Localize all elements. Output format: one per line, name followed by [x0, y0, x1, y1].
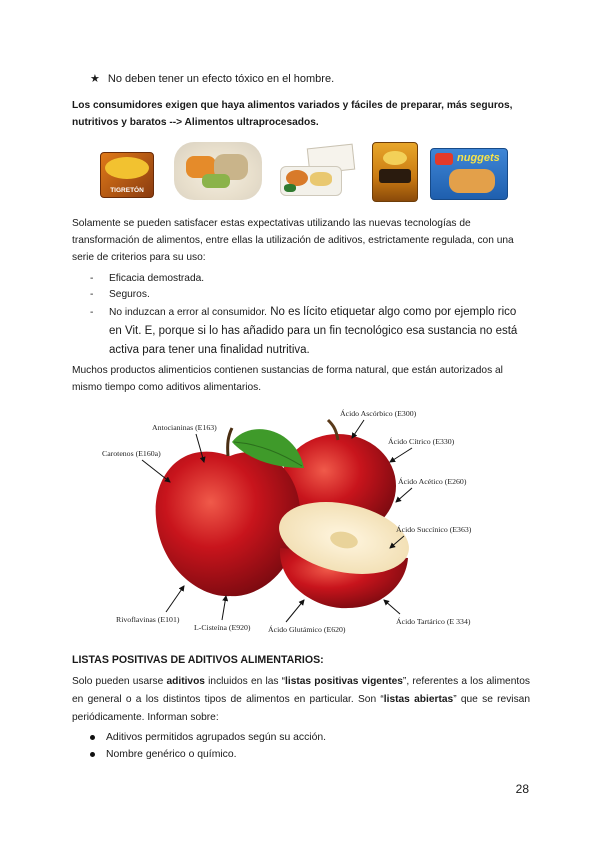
- apple-additives-figure: [100, 398, 500, 638]
- cereal-box-image: [100, 152, 154, 198]
- label-antocianinas: Antocianinas (E163): [152, 423, 217, 432]
- label-cisteina: L-Cisteína (E920): [194, 623, 251, 632]
- label-tartarico: Ácido Tartárico (E 334): [396, 617, 471, 626]
- ready-meal-tray-image: [280, 146, 356, 196]
- expectations-paragraph: Solamente se pueden satisfacer estas expectativas utilizando las nuevas tecnologías de transformación de alimentos, entre ellas la utilización de aditivos, estrictamente regulada, con una serie de criterios para su uso:: [72, 218, 514, 263]
- nuggets-bag-label: nuggets: [457, 152, 500, 164]
- criteria-text-emphasis: No es lícito etiquetar algo como por ejemplo rico en Vit. E, porque si lo has añadido para un fin tecnológico esa sustancia no está activa para tener una finalidad nutritiva.: [109, 306, 518, 356]
- product-images-row: [100, 142, 510, 202]
- page-number: 28: [515, 782, 529, 796]
- criteria-item: - Seguros.: [90, 289, 150, 300]
- criteria-list: [90, 271, 530, 360]
- bullet-icon: [90, 752, 95, 757]
- noodle-cup-image: [372, 142, 418, 202]
- list-item: Nombre genérico o químico.: [90, 746, 510, 763]
- star-icon: ★: [90, 73, 100, 85]
- natural-substances-paragraph: Muchos productos alimenticios contienen sustancias de forma natural, que están autorizados al mismo tiempo como aditivos alimentarios.: [72, 365, 503, 393]
- label-glutamico: Ácido Glutámico (E620): [268, 625, 346, 634]
- label-riboflavinas: Rivoflavinas (E101): [116, 615, 180, 624]
- lists-paragraph: Solo pueden usarse aditivos incluidos en las “listas positivas vigentes”, referentes a los alimentos en general o a los distintos tipos de alimentos en particular. Son “listas abiertas” que se revisan periódicamente. Informan sobre:: [72, 676, 530, 723]
- criteria-text: Eficacia demostrada.: [109, 273, 205, 284]
- front-apple: [156, 428, 304, 596]
- label-succinico: Ácido Succínico (E363): [396, 525, 472, 534]
- criteria-item: - No induzcan a error al consumidor. No es lícito etiquetar algo como por ejemplo rico en Vit. E, porque si lo has añadido para un fin tecnológico esa sustancia no está activa para tener una finalidad nutritiva.: [90, 306, 518, 356]
- label-ascorbico: Ácido Ascórbico (E300): [340, 409, 417, 418]
- half-apple: [272, 491, 415, 608]
- salad-container-image: [174, 142, 262, 200]
- consumers-paragraph: Los consumidores exigen que haya alimentos variados y fáciles de preparar, más seguros, nutritivos y baratos --> Alimentos ultraprocesados.: [72, 100, 513, 128]
- list-item: Aditivos permitidos agrupados según su acción.: [90, 729, 510, 746]
- criteria-text: Seguros.: [109, 289, 150, 300]
- intro-bullet: [90, 72, 334, 85]
- cereal-box-label: TIGRETÓN: [110, 187, 144, 194]
- bullet-icon: [90, 735, 95, 740]
- label-acetico: Ácido Acético (E260): [398, 477, 467, 486]
- nuggets-bag-image: [430, 148, 508, 200]
- intro-bullet-text: No deben tener un efecto tóxico en el hombre.: [107, 72, 335, 85]
- criteria-text: No induzcan a error al consumidor.: [109, 307, 267, 318]
- label-carotenos: Carotenos (E160a): [102, 449, 161, 458]
- criteria-item: - Eficacia demostrada.: [90, 273, 205, 284]
- label-citrico: Ácido Cítrico (E330): [388, 437, 455, 446]
- section-heading: LISTAS POSITIVAS DE ADITIVOS ALIMENTARIOS:: [72, 654, 324, 666]
- inform-list: [90, 729, 510, 763]
